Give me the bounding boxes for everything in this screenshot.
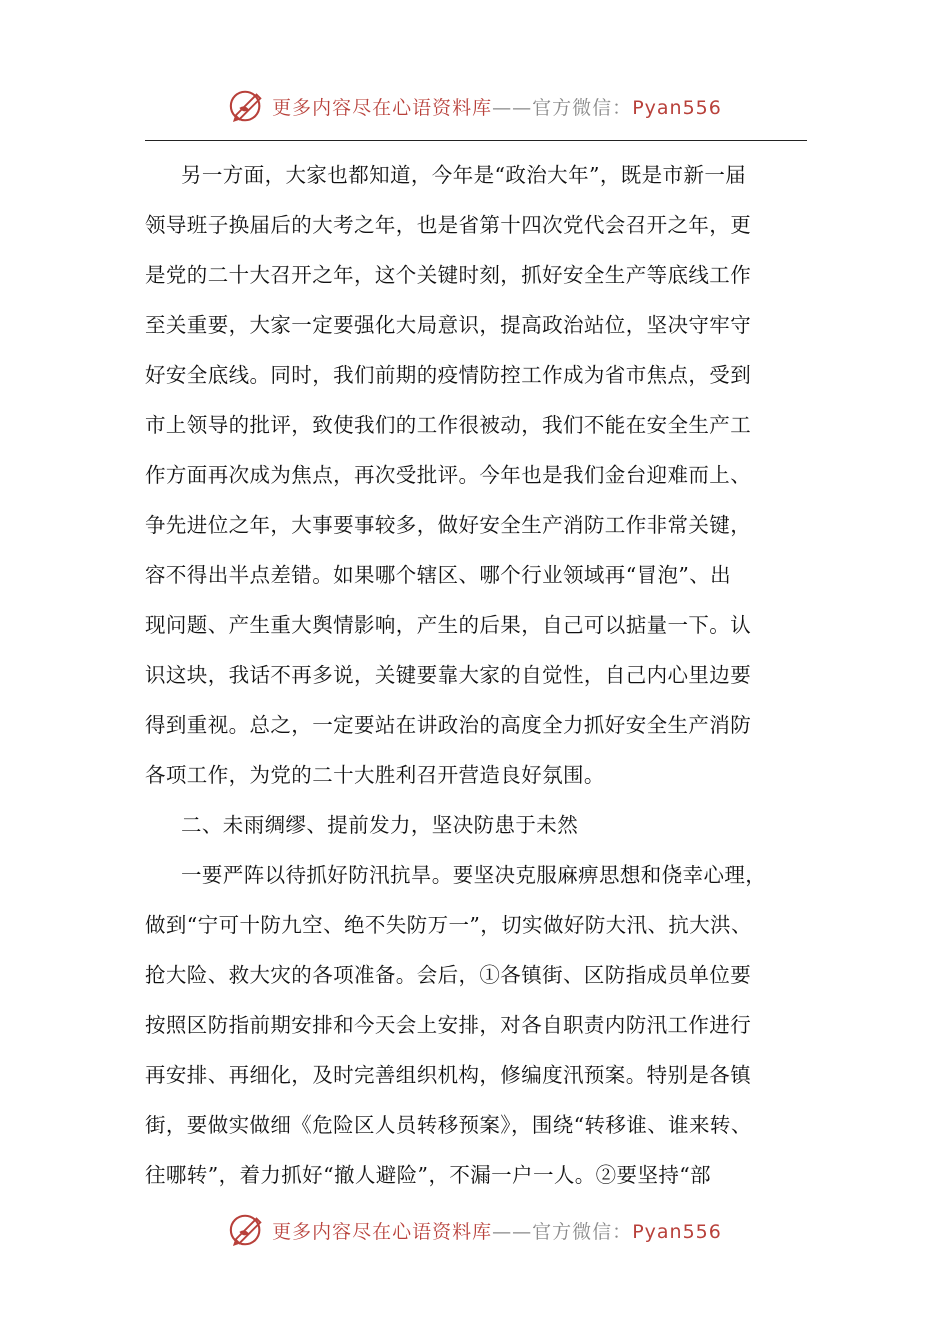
pen-logo-icon xyxy=(228,87,266,125)
footer-wechat-id: Pyan556 xyxy=(632,1220,722,1243)
text-line: 再安排、再细化，及时完善组织机构，修编度汛预案。特别是各镇 xyxy=(145,1063,752,1087)
text-line: 领导班子换届后的大考之年，也是省第十四次党代会召开之年，更 xyxy=(145,213,752,237)
footer-text xyxy=(272,1217,722,1244)
text-line: 容不得出半点差错。如果哪个辖区、哪个行业领域再“冒泡”、出 xyxy=(145,563,732,587)
footer-wechat-label: ——官方微信： xyxy=(492,1220,633,1243)
footer-banner xyxy=(0,1208,950,1252)
section-heading: 二、未雨绸缪、提前发力，坚决防患于未然 xyxy=(181,813,579,837)
text-line: 做到“宁可十防九空、绝不失防万一”，切实做好防大汛、抗大洪、 xyxy=(145,913,752,937)
header-banner xyxy=(0,84,950,128)
text-line: 好安全底线。同时，我们前期的疫情防控工作成为省市焦点，受到 xyxy=(145,363,752,387)
text-line: 是党的二十大召开之年，这个关键时刻，抓好安全生产等底线工作 xyxy=(145,263,752,287)
text-line: 得到重视。总之，一定要站在讲政治的高度全力抓好安全生产消防 xyxy=(145,713,752,737)
text-line: 各项工作，为党的二十大胜利召开营造良好氛围。 xyxy=(145,763,605,787)
text-line: 另一方面，大家也都知道，今年是“政治大年”，既是市新一届 xyxy=(181,163,747,187)
text-line: 作方面再次成为焦点，再次受批评。今年也是我们金台迎难而上、 xyxy=(145,463,752,487)
text-line: 抢大险、救大灾的各项准备。会后，①各镇街、区防指成员单位要 xyxy=(145,963,752,987)
text-line: 现问题、产生重大舆情影响，产生的后果，自己可以掂量一下。认 xyxy=(145,613,752,637)
header-text xyxy=(272,93,722,120)
text-line: 街，要做实做细《危险区人员转移预案》，围绕“转移谁、谁来转、 xyxy=(145,1113,752,1137)
text-line: 市上领导的批评，致使我们的工作很被动，我们不能在安全生产工 xyxy=(145,413,752,437)
pen-logo-icon xyxy=(228,1211,266,1249)
text-line: 争先进位之年，大事要事较多，做好安全生产消防工作非常关键， xyxy=(145,513,752,537)
text-line: 至关重要，大家一定要强化大局意识，提高政治站位，坚决守牢守 xyxy=(145,313,752,337)
header-wechat-id: Pyan556 xyxy=(632,96,722,119)
text-line: 识这块，我话不再多说，关键要靠大家的自觉性，自己内心里边要 xyxy=(145,663,752,687)
header-wechat-label: ——官方微信： xyxy=(492,96,633,119)
text-line: 按照区防指前期安排和今天会上安排，对各自职责内防汛工作进行 xyxy=(145,1013,752,1037)
text-line: 一要严阵以待抓好防汛抗旱。要坚决克服麻痹思想和侥幸心理， xyxy=(181,863,767,887)
header-divider xyxy=(145,140,807,141)
header-site-name: 更多内容尽在心语资料库 xyxy=(272,96,493,119)
footer-site-name: 更多内容尽在心语资料库 xyxy=(272,1220,493,1243)
text-line: 往哪转”，着力抓好“撤人避险”，不漏一户一人。②要坚持“部 xyxy=(145,1163,712,1187)
